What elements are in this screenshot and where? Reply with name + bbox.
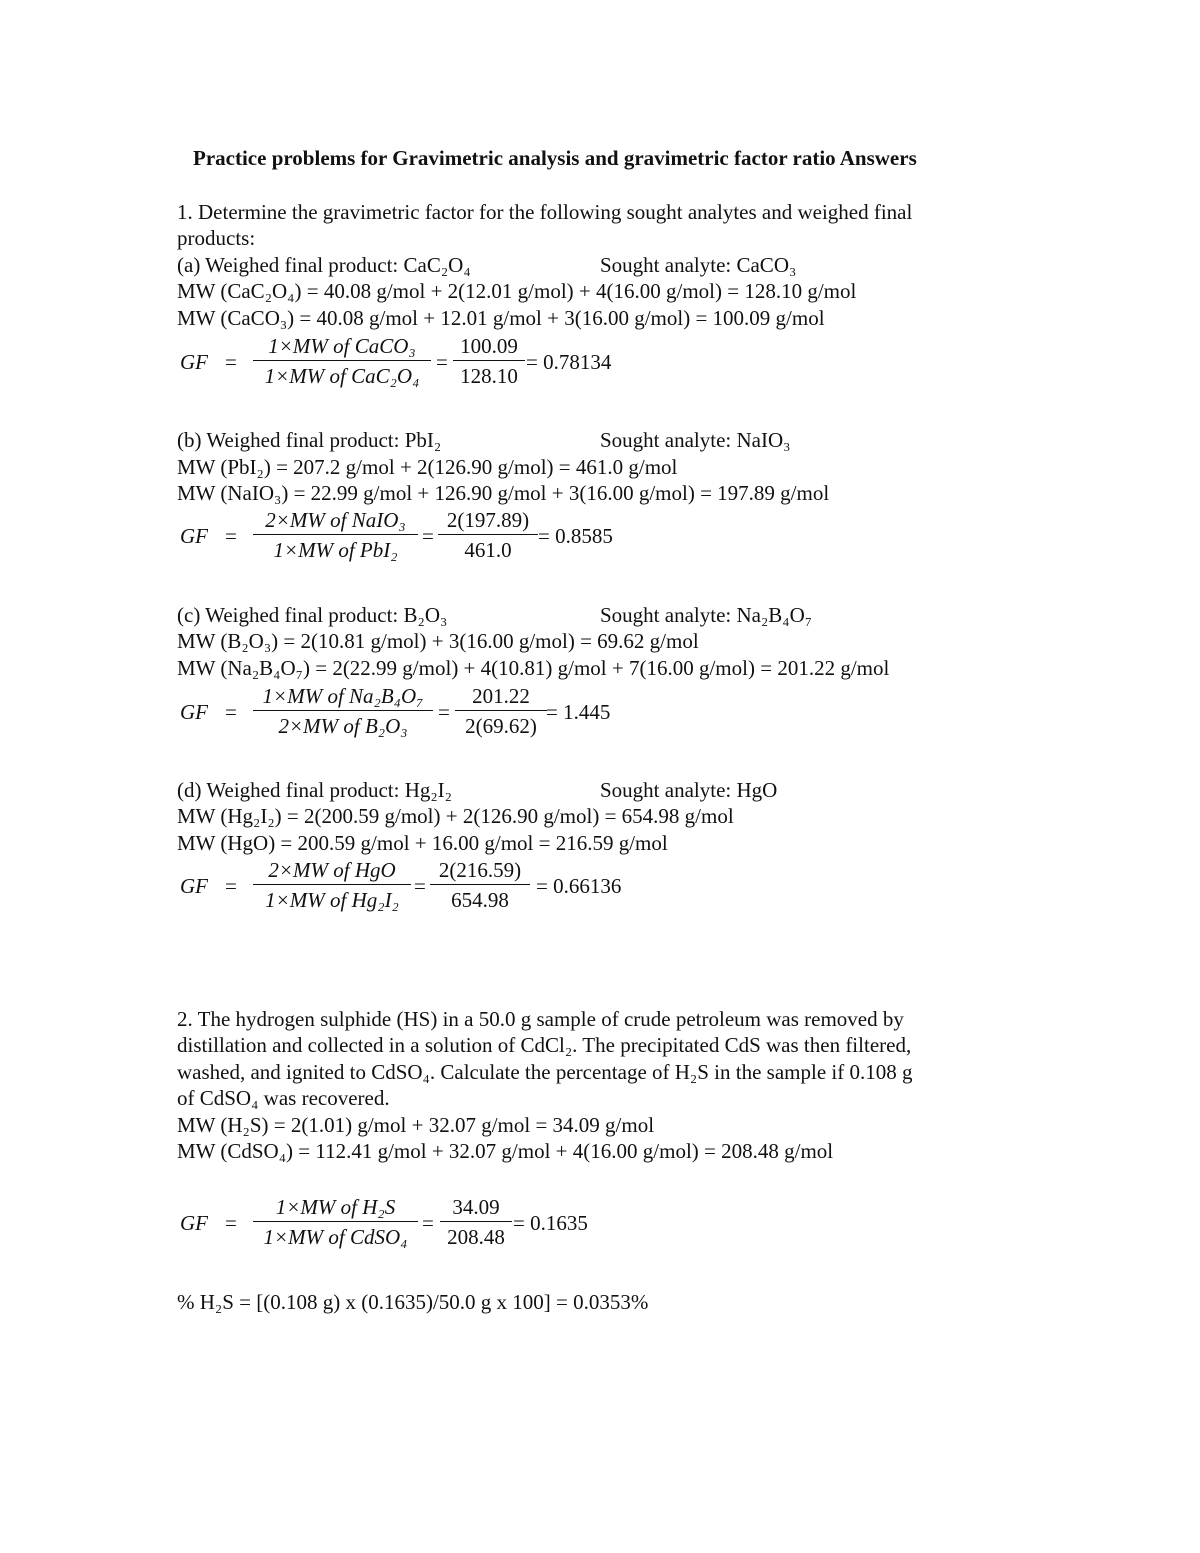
q1a-weighed-product: (a) Weighed final product: CaC₂O₄ bbox=[177, 253, 471, 277]
q1c-gf-equation bbox=[180, 683, 660, 743]
equals-sign: = bbox=[225, 350, 237, 374]
q1d-sought-analyte: Sought analyte: HgO bbox=[600, 778, 778, 802]
q2-mw-line1: MW (H₂S) = 2(1.01) g/mol + 32.07 g/mol = 34.09 g/mol bbox=[177, 1113, 655, 1137]
fraction-denominator: 1×MW of PbI₂ bbox=[273, 538, 398, 562]
fraction-numerator: 2(216.59) bbox=[438, 858, 522, 882]
fraction-denominator: 1×MW of Hg₂I₂ bbox=[265, 888, 399, 912]
equals-sign: = bbox=[225, 874, 237, 898]
gf-label: GF bbox=[180, 874, 208, 898]
equals-sign: = bbox=[225, 524, 237, 548]
fraction-bar bbox=[253, 1221, 418, 1222]
gf-value-fraction bbox=[453, 333, 525, 389]
fraction-bar bbox=[253, 360, 431, 361]
gf-result: = 0.78134 bbox=[526, 350, 612, 374]
fraction-numerator: 1×MW of H₂S bbox=[275, 1195, 396, 1219]
gf-label: GF bbox=[180, 700, 208, 724]
fraction-bar bbox=[253, 534, 418, 535]
q1d-gf-equation bbox=[180, 857, 660, 917]
gf-expression-fraction bbox=[253, 857, 411, 913]
equals-sign: = bbox=[225, 1211, 237, 1235]
fraction-numerator: 2×MW of HgO bbox=[268, 858, 396, 882]
gf-value-fraction bbox=[455, 683, 547, 739]
equals-sign: = bbox=[436, 350, 448, 374]
q1a-sought-analyte: Sought analyte: CaCO₃ bbox=[600, 253, 797, 277]
q1d-weighed-product: (d) Weighed final product: Hg₂I₂ bbox=[177, 778, 452, 802]
fraction-bar bbox=[453, 360, 525, 361]
gf-value-fraction bbox=[440, 1194, 512, 1250]
q1b-weighed-product: (b) Weighed final product: PbI₂ bbox=[177, 428, 442, 452]
q1d-mw-line1: MW (Hg₂I₂) = 2(200.59 g/mol) + 2(126.90 g/mol) = 654.98 g/mol bbox=[177, 804, 734, 828]
fraction-numerator: 201.22 bbox=[472, 684, 530, 708]
gf-expression-fraction bbox=[253, 507, 418, 563]
q1b-sought-analyte: Sought analyte: NaIO₃ bbox=[600, 428, 791, 452]
gf-expression-fraction bbox=[253, 333, 431, 389]
q2-gf-equation bbox=[180, 1194, 660, 1254]
fraction-numerator: 2(197.89) bbox=[446, 508, 530, 532]
q1b-mw-line1: MW (PbI₂) = 207.2 g/mol + 2(126.90 g/mol) = 461.0 g/mol bbox=[177, 455, 678, 479]
gf-label: GF bbox=[180, 524, 208, 548]
gf-value-fraction bbox=[438, 507, 538, 563]
fraction-numerator: 1×MW of CaCO₃ bbox=[268, 334, 416, 358]
fraction-numerator: 1×MW of Na₂B₄O₇ bbox=[262, 684, 424, 708]
fraction-bar bbox=[253, 884, 411, 885]
gf-expression-fraction bbox=[253, 683, 433, 739]
gf-value-fraction bbox=[430, 857, 530, 913]
q1c-mw-line1: MW (B₂O₃) = 2(10.81 g/mol) + 3(16.00 g/mol) = 69.62 g/mol bbox=[177, 629, 699, 653]
q2-text-line2: distillation and collected in a solution of CdCl₂. The precipitated CdS was then filtered, bbox=[177, 1033, 912, 1057]
equals-sign: = bbox=[225, 700, 237, 724]
q1-prompt-line1: 1. Determine the gravimetric factor for the following sought analytes and weighed final bbox=[177, 200, 913, 224]
q2-text-line1: 2. The hydrogen sulphide (HS) in a 50.0 g sample of crude petroleum was removed by bbox=[177, 1007, 904, 1031]
fraction-denominator: 461.0 bbox=[464, 538, 512, 562]
fraction-denominator: 1×MW of CaC₂O₄ bbox=[264, 364, 420, 388]
q1c-weighed-product: (c) Weighed final product: B₂O₃ bbox=[177, 603, 448, 627]
fraction-bar bbox=[455, 710, 547, 711]
q1b-mw-line2: MW (NaIO₃) = 22.99 g/mol + 126.90 g/mol + 3(16.00 g/mol) = 197.89 g/mol bbox=[177, 481, 830, 505]
q1b-gf-equation bbox=[180, 507, 660, 567]
q1a-mw-line1: MW (CaC₂O₄) = 40.08 g/mol + 2(12.01 g/mol) + 4(16.00 g/mol) = 128.10 g/mol bbox=[177, 279, 857, 303]
fraction-numerator: 34.09 bbox=[452, 1195, 500, 1219]
q2-mw-line2: MW (CdSO₄) = 112.41 g/mol + 32.07 g/mol + 4(16.00 g/mol) = 208.48 g/mol bbox=[177, 1139, 834, 1163]
fraction-numerator: 2×MW of NaIO₃ bbox=[265, 508, 406, 532]
gf-result: = 0.66136 bbox=[536, 874, 622, 898]
q2-text-line4: of CdSO₄ was recovered. bbox=[177, 1086, 390, 1110]
fraction-bar bbox=[430, 884, 530, 885]
q1d-mw-line2: MW (HgO) = 200.59 g/mol + 16.00 g/mol = 216.59 g/mol bbox=[177, 831, 668, 855]
equals-sign: = bbox=[422, 1211, 434, 1235]
fraction-bar bbox=[438, 534, 538, 535]
equals-sign: = bbox=[414, 874, 426, 898]
fraction-denominator: 2(69.62) bbox=[465, 714, 537, 738]
fraction-bar bbox=[440, 1221, 512, 1222]
q1a-mw-line2: MW (CaCO₃) = 40.08 g/mol + 12.01 g/mol + 3(16.00 g/mol) = 100.09 g/mol bbox=[177, 306, 825, 330]
fraction-denominator: 128.10 bbox=[460, 364, 518, 388]
fraction-bar bbox=[253, 710, 433, 711]
gf-result: = 0.8585 bbox=[538, 524, 613, 548]
gf-label: GF bbox=[180, 350, 208, 374]
fraction-denominator: 2×MW of B₂O₃ bbox=[278, 714, 408, 738]
fraction-denominator: 208.48 bbox=[447, 1225, 505, 1249]
q2-text-line3: washed, and ignited to CdSO₄. Calculate the percentage of H₂S in the sample if 0.108 g bbox=[177, 1060, 913, 1084]
fraction-numerator: 100.09 bbox=[460, 334, 518, 358]
equals-sign: = bbox=[438, 700, 450, 724]
gf-result: = 1.445 bbox=[546, 700, 611, 724]
q1-prompt-line2: products: bbox=[177, 226, 256, 250]
q1c-sought-analyte: Sought analyte: Na₂B₄O₇ bbox=[600, 603, 813, 627]
q1c-mw-line2: MW (Na₂B₄O₇) = 2(22.99 g/mol) + 4(10.81) g/mol + 7(16.00 g/mol) = 201.22 g/mol bbox=[177, 656, 890, 680]
equals-sign: = bbox=[422, 524, 434, 548]
fraction-denominator: 654.98 bbox=[451, 888, 509, 912]
gf-result: = 0.1635 bbox=[513, 1211, 588, 1235]
q1a-gf-equation bbox=[180, 333, 660, 393]
gf-expression-fraction bbox=[253, 1194, 418, 1250]
fraction-denominator: 1×MW of CdSO₄ bbox=[263, 1225, 408, 1249]
q2-final-answer: % H₂S = [(0.108 g) x (0.1635)/50.0 g x 100] = 0.0353% bbox=[177, 1290, 649, 1314]
gf-label: GF bbox=[180, 1211, 208, 1235]
page-title: Practice problems for Gravimetric analysis and gravimetric factor ratio Answers bbox=[193, 146, 917, 170]
